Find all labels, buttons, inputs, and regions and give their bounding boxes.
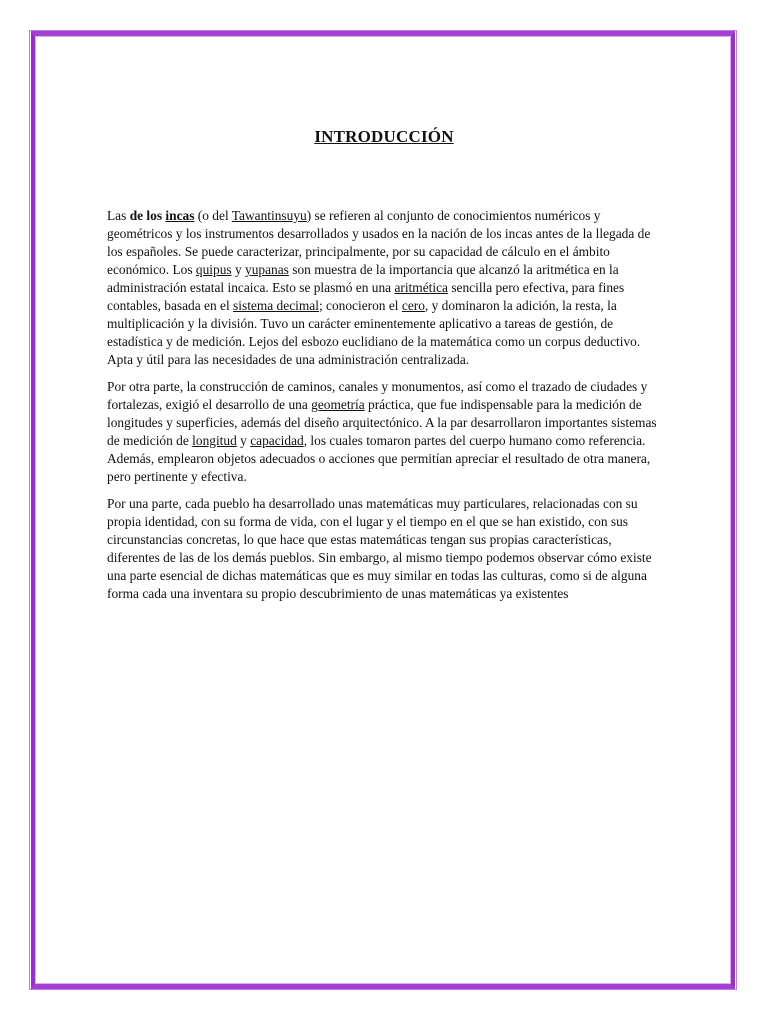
text: , los cuales tomaron partes del cuerpo humano como referencia. Además, emplearon objetos adecuados o acciones que permitían apreciar el resultado de otra manera, pero pertinente y efectiva. [107, 433, 651, 484]
link-sistema-decimal[interactable]: sistema decimal [233, 298, 319, 313]
document-body [107, 207, 667, 612]
text: (o del [194, 208, 232, 223]
text: Por otra parte, la construcción de caminos, canales y monumentos, así como el trazado de ciudades y fortalezas, exigió el desarrollo de una [107, 379, 648, 412]
text: , y dominaron la adición, la resta, la multiplicación y la división. Tuvo un carácter eminentemente aplicativo a tareas de gestión, de estadística y de medición. Lejos del esbozo euclidiano de la matemática como un corpus deductivo. Apta y útil para las necesidades de una administración centralizada. [107, 298, 641, 367]
link-incas[interactable]: incas [165, 208, 195, 223]
paragraph-2 [107, 378, 667, 486]
bold-text: de los [129, 208, 163, 223]
text: Las [107, 208, 130, 223]
link-cero[interactable]: cero [401, 298, 425, 313]
text: son muestra de la importancia que alcanzó la aritmética en la administración estatal incaica. Esto se plasmó en una [107, 262, 619, 295]
text: ) se refieren al conjunto de conocimientos numéricos y geométricos y los instrumentos desarrollados y usados en la nación de los incas antes de la llegada de los españoles. Se puede caracterizar, principalmente, por su capacidad de cálculo en el ámbito económico. Los [107, 208, 651, 277]
text: sencilla pero efectiva, para fines contables, basada en el [107, 280, 625, 313]
link-quipus[interactable]: quipus [195, 262, 232, 277]
text: y [231, 262, 245, 277]
link-aritmetica[interactable]: aritmética [394, 280, 448, 295]
link-capacidad[interactable]: capacidad [250, 433, 304, 448]
text: ; conocieron el [318, 298, 402, 313]
text: y [236, 433, 251, 448]
link-yupanas[interactable]: yupanas [245, 262, 289, 277]
link-longitud[interactable]: longitud [192, 433, 237, 448]
link-geometria[interactable]: geometría [311, 397, 365, 412]
text: práctica, que fue indispensable para la medición de longitudes y superficies, además del diseño arquitectónico. A la par desarrollaron importantes sistemas de medición de [107, 397, 657, 448]
page-title: INTRODUCCIÓN [314, 127, 454, 146]
paragraph-3: Por una parte, cada pueblo ha desarrollado unas matemáticas muy particulares, relacionadas con su propia identidad, con su forma de vida, con el lugar y el tiempo en el que se han existido, con sus circunstancias concretas, lo que hace que estas matemáticas tengan sus propias características, diferentes de las de los demás pueblos. Sin embargo, al mismo tiempo podemos observar cómo existe una parte esencial de dichas matemáticas que es muy similar en todas las culturas, como si de alguna forma cada una inventara su propio descubrimiento de unas matemáticas ya existentes [107, 496, 652, 601]
link-tawantinsuyu[interactable]: Tawantinsuyu [231, 208, 307, 223]
paragraph-1 [107, 207, 667, 369]
